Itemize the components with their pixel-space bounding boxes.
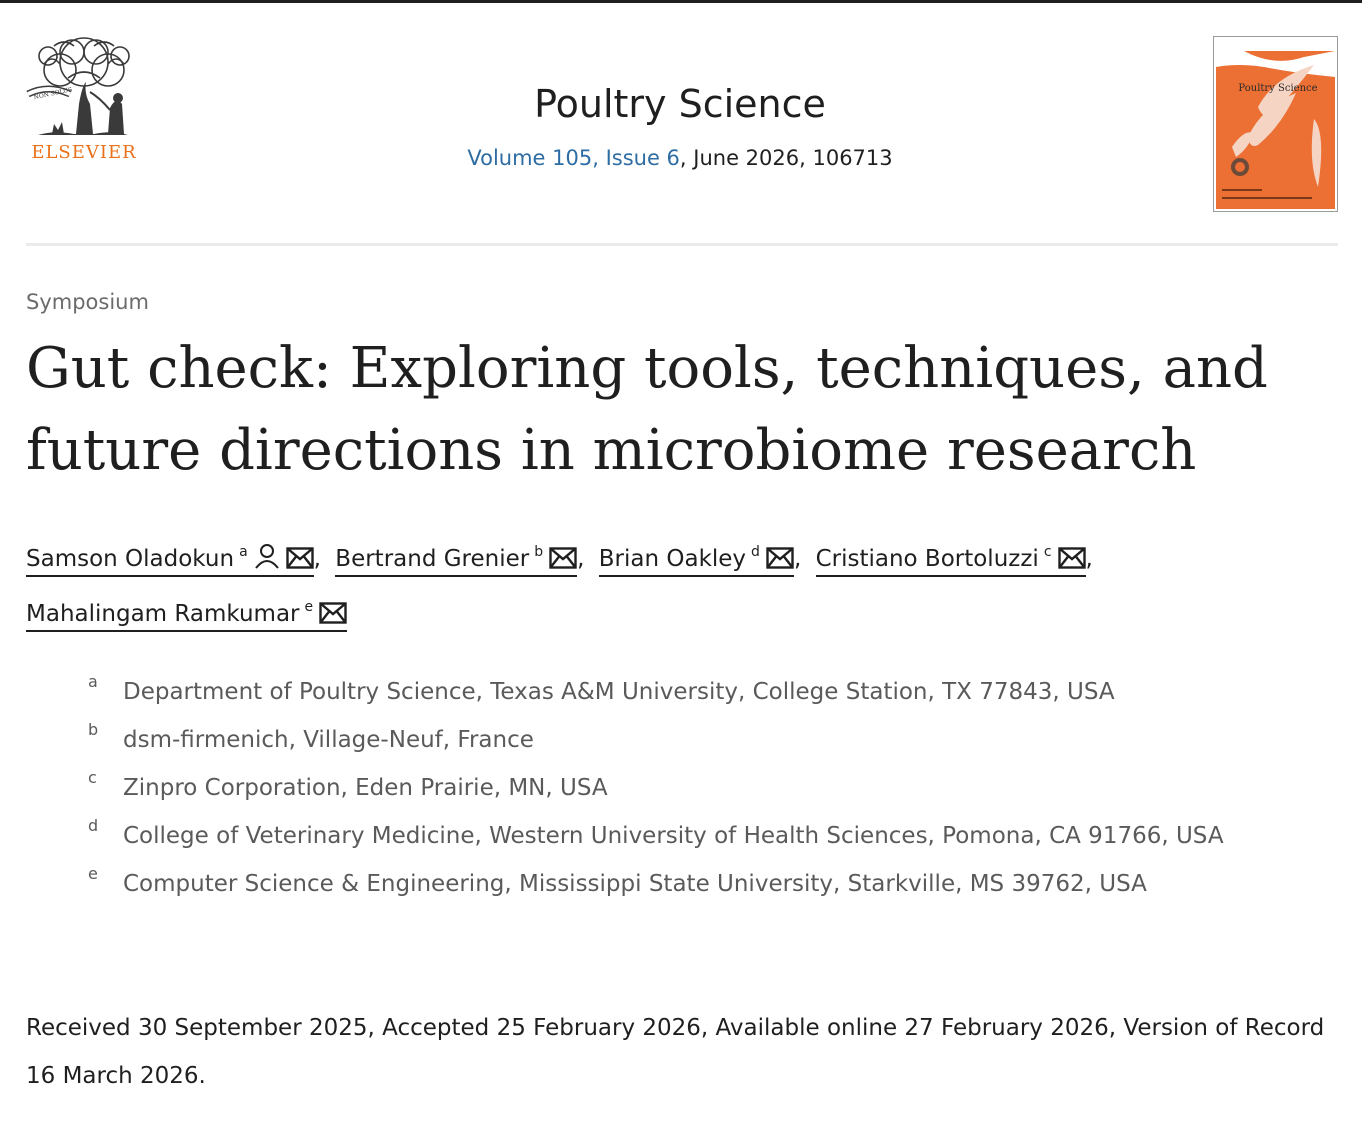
article-title: Gut check: Exploring tools, techniques, and future directions in microbiome research	[26, 336, 1268, 483]
author-list: Samson Oladokun $^a$ , Bertrand Grenier $^b$ , Brian Oakley $^d$ , Cristiano Bortoluzzi $^c$ , Mahalingam Ramkumar $^e$	[26, 528, 1346, 638]
affiliation-text: dsm-firmenich, Village-Neuf, France	[123, 727, 534, 753]
journal-cover-thumbnail[interactable]	[1213, 36, 1338, 212]
affiliation-text: College of Veterinary Medicine, Western University of Health Sciences, Pomona, CA 91766, USA	[123, 823, 1224, 849]
affiliation-label: a	[88, 672, 98, 691]
author-link[interactable]	[816, 546, 1086, 577]
author-name: Bertrand Grenier	[335, 546, 530, 572]
affiliation-marker: b	[534, 544, 544, 560]
publisher-wordmark: ELSEVIER	[31, 142, 137, 163]
affiliation-marker: a	[239, 544, 248, 560]
affiliation-text: Department of Poultry Science, Texas A&M University, College Station, TX 77843, USA	[123, 679, 1115, 705]
article-header	[0, 0, 1362, 246]
publication-history: Received 30 September 2025, Accepted 25 February 2026, Available online 27 February 2026, Version of Record 16 March 2026.	[26, 1015, 1325, 1089]
affiliation-item	[88, 716, 1338, 764]
journal-title-link[interactable]: Poultry Science	[534, 82, 826, 126]
journal-cover-image	[1214, 37, 1337, 211]
affiliation-label: c	[88, 768, 97, 787]
affiliation-marker: e	[304, 599, 314, 615]
elsevier-tree-logo-icon	[24, 34, 144, 140]
affiliation-marker: d	[751, 544, 760, 560]
author-link[interactable]	[335, 546, 577, 577]
affiliation-item	[88, 812, 1338, 860]
svg-text:Poultry Science: Poultry Science	[1238, 83, 1318, 94]
affiliation-item	[88, 860, 1338, 908]
author-name: Cristiano Bortoluzzi	[815, 546, 1039, 572]
affiliation-item	[88, 764, 1338, 812]
email-icon	[286, 547, 314, 569]
header-divider	[26, 243, 1338, 246]
affiliation-item	[88, 668, 1338, 716]
author-link[interactable]	[599, 546, 794, 577]
issue-details: , June 2026, 106713	[679, 146, 893, 170]
author-link[interactable]	[26, 546, 314, 577]
article-type: Symposium	[26, 290, 149, 314]
affiliation-marker: c	[1043, 544, 1052, 560]
affiliation-list	[88, 668, 1338, 908]
author-name: Brian Oakley	[598, 546, 747, 572]
affiliation-label: b	[88, 720, 99, 739]
email-icon	[766, 547, 794, 569]
email-icon	[549, 547, 577, 569]
svg-text:NON SOLUS: NON SOLUS	[33, 86, 73, 102]
author-link[interactable]	[26, 601, 347, 632]
author-name: Mahalingam Ramkumar	[26, 601, 300, 627]
email-icon	[319, 602, 347, 624]
person-icon	[254, 543, 280, 569]
email-icon	[1058, 547, 1086, 569]
affiliation-text: Zinpro Corporation, Eden Prairie, MN, USA	[123, 775, 608, 801]
affiliation-label: e	[88, 864, 98, 883]
issue-line	[380, 146, 980, 170]
elsevier-logo-link[interactable]	[24, 34, 144, 170]
author-name: Samson Oladokun	[26, 546, 235, 572]
issue-link[interactable]: Volume 105, Issue 6	[467, 146, 680, 170]
affiliation-text: Computer Science & Engineering, Mississippi State University, Starkville, MS 39762, USA	[123, 871, 1147, 897]
affiliation-label: d	[88, 816, 99, 835]
